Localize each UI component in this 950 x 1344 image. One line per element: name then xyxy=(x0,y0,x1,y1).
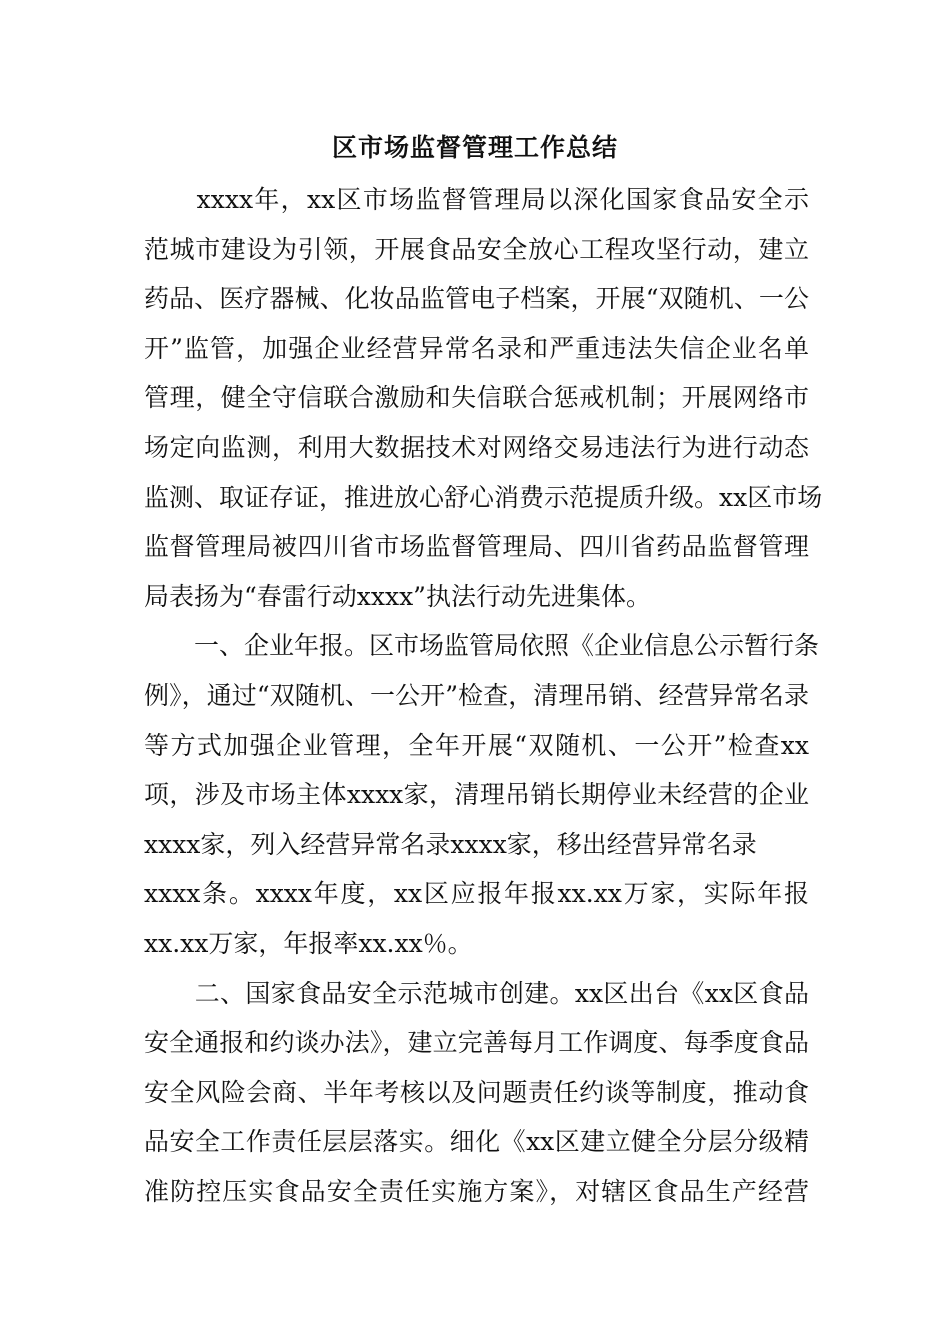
text-line: 局表扬为“春雷行动xxxx”执法行动先进集体。 xyxy=(144,581,651,611)
paragraph-intro xyxy=(144,175,823,621)
document-body xyxy=(144,175,823,1216)
text-line: xxxx条。xxxx年度，xx区应报年报xx.xx万家，实际年报 xyxy=(144,879,809,909)
paragraph-food-safety-city xyxy=(144,969,809,1217)
text-line: xxxx年，xx区市场监督管理局以深化国家食品安全示 xyxy=(144,185,809,214)
document-title: 区市场监督管理工作总结 xyxy=(331,133,618,162)
text-line: 安全风险会商、半年考核以及问题责任约谈等制度，推动食 xyxy=(144,1077,809,1107)
text-line: 安全通报和约谈办法》，建立完善每月工作调度、每季度食品 xyxy=(144,1028,809,1058)
text-line: xxxx家，列入经营异常名录xxxx家，移出经营异常名录 xyxy=(144,829,757,859)
text-line: 监督管理局被四川省市场监督管理局、四川省药品监督管理 xyxy=(144,532,809,562)
text-line: 药品、医疗器械、化妆品监管电子档案，开展“双随机、一公 xyxy=(144,284,809,314)
text-line: xx.xx万家，年报率xx.xx％。 xyxy=(144,928,473,958)
paragraph-enterprise-annual-report xyxy=(144,621,820,968)
text-line: 场定向监测，利用大数据技术对网络交易违法行为进行动态 xyxy=(144,432,809,462)
text-line: 准防控压实食品安全责任实施方案》，对辖区食品生产经营 xyxy=(144,1176,809,1206)
text-line: 二、国家食品安全示范城市创建。xx区出台《xx区食品 xyxy=(144,978,809,1008)
text-line: 品安全工作责任层层落实。细化《xx区建立健全分层分级精 xyxy=(144,1127,809,1157)
text-line: 监测、取证存证，推进放心舒心消费示范提质升级。xx区市场 xyxy=(144,482,823,512)
text-line: 范城市建设为引领，开展食品安全放心工程攻坚行动，建立 xyxy=(144,234,809,264)
text-line: 例》，通过“双随机、一公开”检查，清理吊销、经营异常名录 xyxy=(144,680,809,710)
text-line: 管理，健全守信联合激励和失信联合惩戒机制；开展网络市 xyxy=(144,383,809,413)
text-line: 一、企业年报。区市场监管局依照《企业信息公示暂行条 xyxy=(144,631,820,661)
text-line: 等方式加强企业管理，全年开展“双随机、一公开”检查xx xyxy=(144,730,809,760)
text-line: 开”监管，加强企业经营异常名录和严重违法失信企业名单 xyxy=(144,333,809,363)
text-line: 项，涉及市场主体xxxx家，清理吊销长期停业未经营的企业 xyxy=(144,780,809,810)
